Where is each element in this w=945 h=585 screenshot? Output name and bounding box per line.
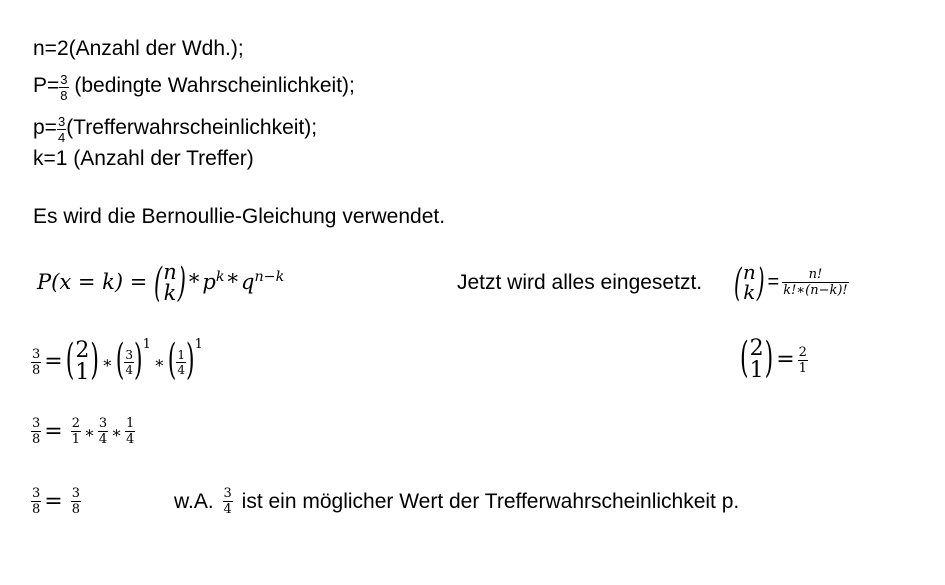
given-p-numerator: 3: [57, 114, 66, 129]
left-paren: (: [740, 335, 749, 384]
line2-lhs-numerator: 3: [32, 416, 41, 431]
given-P: [33, 72, 355, 101]
given-p-suffix: (Trefferwahrscheinlichkeit);: [66, 116, 318, 140]
line2-mul-1: ∗: [84, 422, 95, 442]
line3-lhs-numerator: 3: [32, 486, 41, 501]
line2-a-denominator: 1: [71, 432, 80, 447]
binomial-definition: [734, 259, 849, 306]
line2-fraction-c: [125, 417, 135, 446]
left-paren: (: [167, 337, 177, 385]
formula-binomial: [153, 259, 186, 306]
right-paren: ): [186, 337, 195, 385]
line1-binom-top: 2: [75, 337, 90, 363]
line1-binom-bottom: 1: [75, 360, 90, 385]
conclusion-numerator: 3: [223, 486, 232, 501]
given-p-prefix: p=: [33, 116, 57, 140]
binom-value-top: 2: [749, 336, 764, 361]
formula-lhs: P(x = k) =: [37, 269, 154, 294]
right-paren: ): [90, 337, 99, 385]
bernoulli-formula: [37, 259, 285, 306]
line1-binomial: [65, 337, 99, 385]
formula-mul-1: *: [188, 269, 200, 294]
line3-rhs-denominator: 8: [71, 502, 80, 517]
given-p: [33, 114, 317, 143]
formula-q-exponent: n−k: [254, 268, 285, 285]
line1-exponent-2: 1: [194, 337, 203, 352]
line1-lhs-numerator: 3: [32, 346, 41, 362]
formula-p: p: [202, 269, 216, 294]
formula-q: q: [241, 269, 255, 294]
binom-def-top: n: [742, 260, 756, 284]
line1-factor-1: [115, 337, 143, 385]
line1-lhs-fraction: [31, 348, 41, 377]
equation-line-1: [31, 338, 203, 384]
line3-lhs-fraction: [31, 487, 41, 516]
binom-def-bottom: k: [743, 280, 756, 305]
left-paren: (: [153, 259, 163, 306]
line2-b-denominator: 4: [98, 432, 108, 447]
right-paren: ): [177, 259, 186, 306]
line2-lhs-fraction: [31, 417, 41, 446]
line1-mul-2: ∗: [153, 353, 165, 372]
line1-equals: =: [44, 349, 63, 374]
line2-equals: =: [44, 418, 63, 444]
conclusion-prefix: w.A.: [174, 490, 220, 513]
binom-value-fraction: [798, 346, 808, 375]
line1-exponent-1: 1: [142, 337, 151, 352]
line3-lhs-denominator: 8: [32, 502, 41, 517]
line1-f2-numerator: 1: [177, 347, 185, 362]
line2-c-numerator: 1: [126, 416, 135, 431]
binom-value-binomial: [740, 335, 774, 384]
given-P-numerator: 3: [60, 72, 68, 87]
binom-value-bottom: 1: [749, 358, 764, 384]
binom-def-denominator: k!∗(n−k)!: [783, 282, 848, 298]
insert-note: Jetzt wird alles eingesetzt.: [457, 271, 703, 294]
line3-rhs-fraction: [71, 487, 81, 516]
left-paren: (: [65, 337, 75, 385]
line2-mul-2: ∗: [111, 422, 123, 442]
given-p-denominator: 4: [57, 130, 66, 145]
line1-mul-1: ∗: [101, 353, 113, 372]
given-k: k=1 (Anzahl der Treffer): [33, 147, 254, 170]
binom-def-fraction: [782, 268, 848, 297]
line1-factor-2: [167, 337, 195, 385]
right-paren: ): [134, 337, 143, 385]
right-paren: ): [764, 335, 774, 384]
formula-mul-2: *: [227, 269, 239, 294]
binom-value-equals: =: [776, 347, 795, 373]
line3-rhs-numerator: 3: [71, 486, 80, 501]
line1-lhs-denominator: 8: [32, 362, 41, 378]
given-P-suffix: (bedingte Wahrscheinlichkeit);: [68, 74, 355, 98]
left-paren: (: [115, 337, 125, 385]
line1-f1-numerator: 3: [125, 347, 134, 362]
left-paren: (: [734, 259, 742, 306]
binomial-value: [740, 335, 808, 384]
conclusion-fraction: [223, 487, 233, 516]
formula-binom-top: n: [163, 260, 177, 284]
line2-fraction-b: [98, 417, 108, 446]
line2-a-numerator: 2: [71, 416, 80, 431]
binom-value-denominator: 1: [798, 360, 807, 376]
right-paren: ): [756, 259, 765, 306]
equation-line-3: [31, 487, 81, 516]
given-n: n=2(Anzahl der Wdh.);: [33, 37, 244, 60]
line1-f1-denominator: 4: [125, 362, 134, 377]
conclusion: [174, 487, 739, 516]
given-P-fraction: [59, 73, 68, 102]
formula-binom-bottom: k: [163, 281, 177, 306]
conclusion-suffix: ist ein möglicher Wert der Trefferwahrscheinlichkeit p.: [235, 490, 740, 513]
line2-b-numerator: 3: [98, 416, 108, 431]
given-P-prefix: P=: [33, 74, 60, 98]
binom-def-equals: =: [767, 270, 780, 293]
given-p-fraction: [57, 115, 66, 144]
equation-line-2: [31, 417, 135, 446]
binom-def-binomial: [734, 259, 765, 306]
formula-p-exponent: k: [215, 268, 225, 285]
given-P-denominator: 8: [60, 88, 68, 103]
binom-def-numerator: n!: [808, 266, 823, 282]
intro-sentence: Es wird die Bernoullie-Gleichung verwendet.: [33, 205, 446, 228]
conclusion-denominator: 4: [223, 502, 232, 517]
line3-equals: =: [44, 488, 63, 514]
line1-f2-denominator: 4: [177, 362, 185, 377]
line2-c-denominator: 4: [126, 432, 135, 447]
line2-lhs-denominator: 8: [32, 432, 41, 447]
line2-fraction-a: [71, 417, 81, 446]
binom-value-numerator: 2: [798, 344, 807, 360]
